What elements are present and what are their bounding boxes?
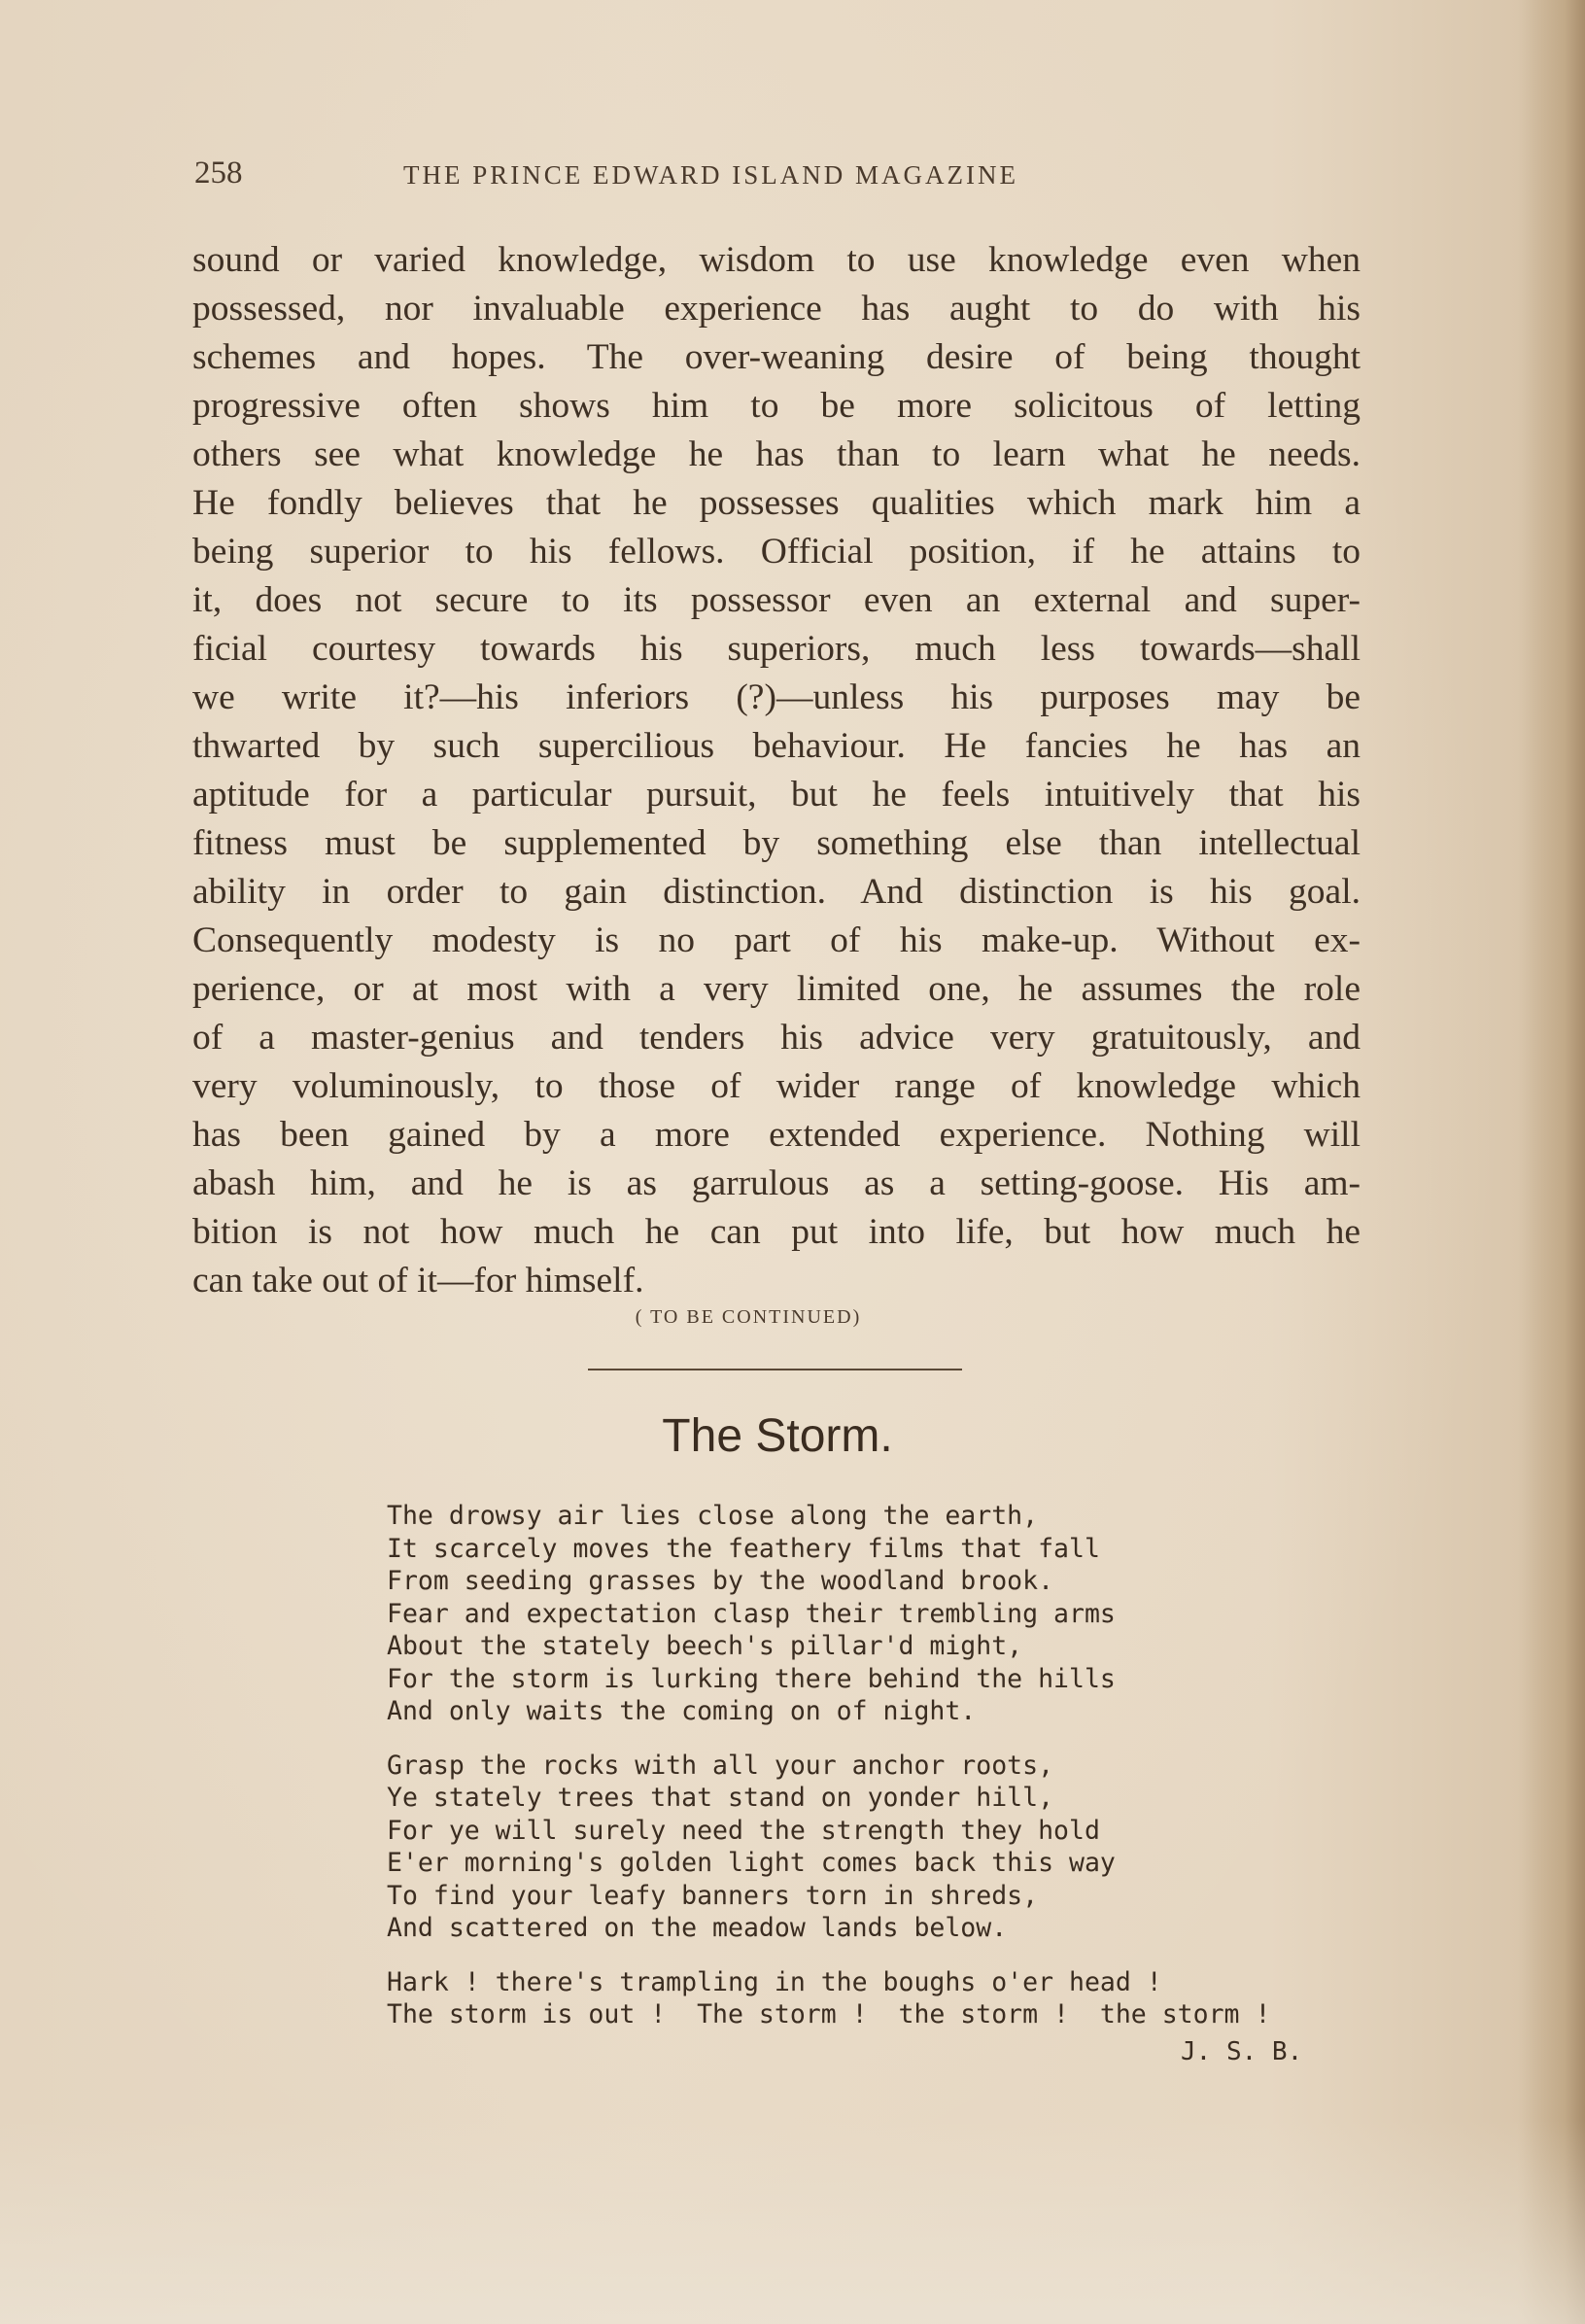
running-head bbox=[194, 156, 1166, 194]
article-line: possessed, nor invaluable experience has aught to do with his bbox=[192, 289, 1361, 329]
poem-line: Grasp the rocks with all your anchor roots, bbox=[387, 1750, 1054, 1781]
page-number: 258 bbox=[194, 156, 243, 191]
poem-stanza bbox=[387, 1500, 1320, 1728]
poem-line: It scarcely moves the feathery films that fall bbox=[387, 1533, 1100, 1564]
article-body bbox=[192, 236, 1361, 1305]
article-line: Consequently modesty is no part of his make-up. Without ex- bbox=[192, 920, 1361, 960]
article-line: of a master-genius and tenders his advice very gratuitously, and bbox=[192, 1018, 1361, 1058]
poem-body bbox=[387, 1500, 1320, 2053]
article-line: others see what knowledge he has than to learn what he needs. bbox=[192, 434, 1361, 474]
page-edge-shadow bbox=[1517, 0, 1585, 2324]
poem-line: And scattered on the meadow lands below. bbox=[387, 1913, 1008, 1943]
poem-line: From seeding grasses by the woodland brook. bbox=[387, 1566, 1054, 1596]
article-line: fitness must be supplemented by something else than intellectual bbox=[192, 823, 1361, 863]
article-line: can take out of it—for himself. bbox=[192, 1261, 644, 1301]
poem-line: To find your leafy banners torn in shreds, bbox=[387, 1880, 1039, 1911]
article-line: He fondly believes that he possesses qualities which mark him a bbox=[192, 483, 1361, 523]
article-line: schemes and hopes. The over-weaning desire of being thought bbox=[192, 337, 1361, 377]
poem-line: For the storm is lurking there behind the hills bbox=[387, 1663, 1116, 1694]
section-divider bbox=[588, 1369, 962, 1370]
article-line: progressive often shows him to be more solicitous of letting bbox=[192, 386, 1361, 426]
page-bottom-margin bbox=[0, 2120, 1585, 2324]
poem-line: Ye stately trees that stand on yonder hill, bbox=[387, 1783, 1054, 1813]
article-line: bition is not how much he can put into life, but how much he bbox=[192, 1212, 1361, 1252]
journal-title: THE PRINCE EDWARD ISLAND MAGAZINE bbox=[403, 160, 1018, 190]
poem-line: And only waits the coming on of night. bbox=[387, 1696, 977, 1726]
poem-line: E'er morning's golden light comes back this way bbox=[387, 1848, 1116, 1878]
article-line: ficial courtesy towards his superiors, much less towards—shall bbox=[192, 629, 1361, 669]
poem-stanza bbox=[387, 1750, 1320, 1945]
article-line: perience, or at most with a very limited one, he assumes the role bbox=[192, 969, 1361, 1009]
article-line: ability in order to gain distinction. And distinction is his goal. bbox=[192, 872, 1361, 912]
article-line: very voluminously, to those of wider range of knowledge which bbox=[192, 1066, 1361, 1106]
poem-signature: J. S. B. bbox=[1181, 2037, 1303, 2066]
article-line: thwarted by such supercilious behaviour. He fancies he has an bbox=[192, 726, 1361, 766]
poem-stanza bbox=[387, 1966, 1320, 2031]
article-line: has been gained by a more extended experience. Nothing will bbox=[192, 1115, 1361, 1155]
poem-line: Hark ! there's trampling in the boughs o'er head ! bbox=[387, 1966, 1162, 1997]
poem-title: The Storm. bbox=[662, 1410, 893, 1462]
article-line: sound or varied knowledge, wisdom to use knowledge even when bbox=[192, 240, 1361, 280]
article-line: it, does not secure to its possessor even an external and super- bbox=[192, 580, 1361, 620]
poem-line: Fear and expectation clasp their trembling arms bbox=[387, 1598, 1116, 1629]
poem-line: The drowsy air lies close along the earth, bbox=[387, 1501, 1039, 1531]
poem-line: For ye will surely need the strength they hold bbox=[387, 1815, 1100, 1846]
article-line: abash him, and he is as garrulous as a setting-goose. His am- bbox=[192, 1163, 1361, 1203]
article-line: being superior to his fellows. Official position, if he attains to bbox=[192, 532, 1361, 572]
poem-line: About the stately beech's pillar'd might, bbox=[387, 1631, 1023, 1661]
article-line: aptitude for a particular pursuit, but he feels intuitively that his bbox=[192, 775, 1361, 815]
poem-line: The storm is out ! The storm ! the storm ! the storm ! bbox=[387, 1999, 1271, 2029]
article-line: we write it?—his inferiors (?)—unless his purposes may be bbox=[192, 677, 1361, 717]
to-be-continued-note: ( TO BE CONTINUED) bbox=[635, 1306, 862, 1328]
